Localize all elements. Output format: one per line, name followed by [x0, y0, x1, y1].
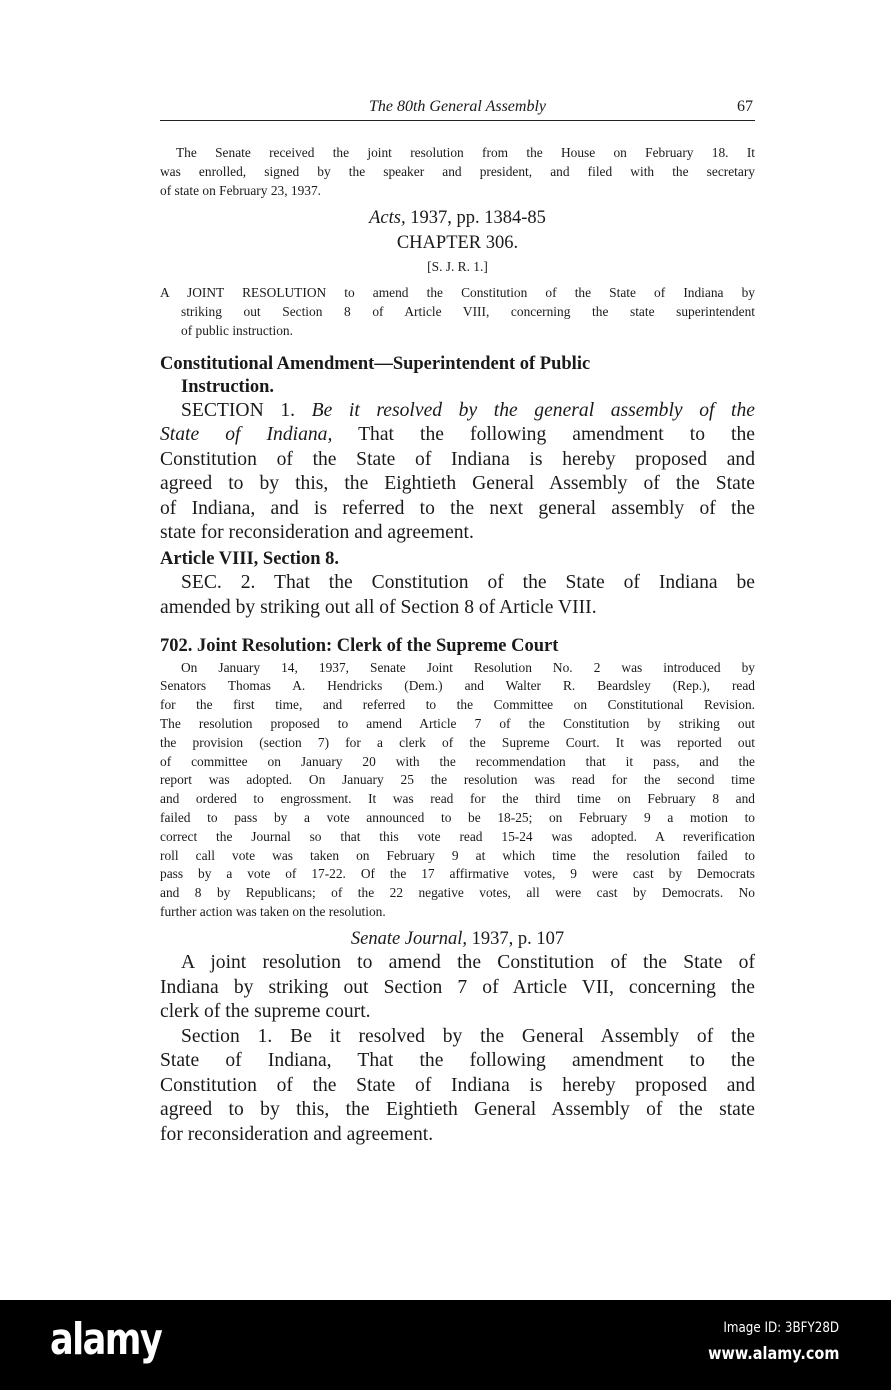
- text-line: for the first time, and referred to the Committee on Constitutional Revision.: [160, 697, 755, 713]
- text-line: On January 14, 1937, Senate Joint Resolution No. 2 was introduced by: [181, 659, 755, 675]
- section-label: SECTION 1.: [181, 399, 312, 421]
- text-line: Instruction.: [181, 376, 275, 397]
- intro-paragraph: [160, 144, 755, 200]
- text-line: amended by striking out all of Section 8 of Article VIII.: [160, 596, 597, 618]
- narrative-paragraph: [160, 659, 755, 922]
- section-heading-amendment: [160, 353, 755, 399]
- text-line: SEC. 2. That the Constitution of the State of Indiana be: [181, 572, 755, 594]
- chapter-heading: CHAPTER 306.: [396, 232, 519, 253]
- text-line: The resolution proposed to amend Article 7 of the Constitution by striking out: [160, 715, 755, 731]
- text-line: clerk of the supreme court.: [160, 1001, 371, 1023]
- watermark-bar: [0, 1300, 891, 1390]
- section-heading-article: Article VIII, Section 8.: [160, 548, 339, 569]
- enacting-clause: Be it resolved by the general assembly of the: [311, 399, 755, 421]
- watermark-url: www.alamy.com: [707, 1344, 839, 1364]
- section-2: [160, 571, 755, 620]
- text-line: of state on February 23, 1937.: [160, 182, 322, 198]
- acts-citation: [160, 206, 755, 231]
- text-line: A JOINT RESOLUTION to amend the Constitution of the State of Indiana by: [160, 285, 755, 301]
- text-line: Constitutional Amendment—Superintendent of Public: [160, 353, 591, 374]
- text-line: Senators Thomas A. Hendricks (Dem.) and Walter R. Beardsley (Rep.), read: [160, 678, 755, 694]
- text-line: for reconsideration and agreement.: [160, 1123, 434, 1145]
- resolution-2: [160, 951, 755, 1025]
- text-line: of committee on January 20 with the recommendation that it pass, and the: [160, 753, 755, 769]
- bill-number: [S. J. R. 1.]: [427, 259, 488, 275]
- resolution-title: [160, 284, 755, 340]
- text-line: report was adopted. On January 25 the resolution was read for the second time: [160, 772, 755, 788]
- image-id: Image ID: 3BFY28D: [723, 1320, 839, 1336]
- document-page: [160, 96, 755, 1147]
- text-line: striking out Section 8 of Article VIII, concerning the state superintendent: [181, 303, 755, 319]
- section-text: That the following amendment to the: [332, 424, 755, 446]
- text-line: of Indiana, and is referred to the next general assembly of the: [160, 497, 755, 519]
- acts-pages: 1937, pp. 1384-85: [405, 208, 546, 229]
- page-number: 67: [737, 98, 753, 115]
- section-1b: [160, 1025, 755, 1148]
- text-line: A joint resolution to amend the Constitution of the State of: [181, 952, 755, 974]
- text-line: agreed to by this, the Eightieth General Assembly of the State: [160, 473, 755, 495]
- enacting-clause-cont: State of Indiana,: [160, 424, 333, 446]
- text-line: Constitution of the State of Indiana is hereby proposed and: [160, 448, 755, 470]
- text-line: and ordered to engrossment. It was read for the third time on February 8 and: [160, 791, 755, 807]
- acts-title: Acts,: [369, 208, 406, 229]
- text-line: of public instruction.: [181, 322, 293, 338]
- text-line: was enrolled, signed by the speaker and president, and filed with the secretary: [160, 163, 755, 179]
- text-line: pass by a vote of 17-22. Of the 17 affirmative votes, 9 were cast by Democrats: [160, 866, 755, 882]
- text-line: Section 1. Be it resolved by the General Assembly of the: [181, 1025, 755, 1047]
- text-line: The Senate received the joint resolution from the House on February 18. It: [176, 145, 755, 160]
- text-line: correct the Journal so that this vote read 15-24 was adopted. A reverification: [160, 828, 755, 844]
- running-header: [160, 96, 755, 121]
- text-line: failed to pass by a vote announced to be 18-25; on February 9 a motion to: [160, 809, 755, 825]
- journal-citation: [160, 927, 755, 952]
- journal-page: 1937, p. 107: [467, 928, 565, 949]
- text-line: Constitution of the State of Indiana is hereby proposed and: [160, 1074, 755, 1096]
- text-line: Indiana by striking out Section 7 of Article VII, concerning the: [160, 976, 755, 998]
- text-line: roll call vote was taken on February 9 at which time the resolution failed to: [160, 847, 755, 863]
- text-line: agreed to by this, the Eightieth General Assembly of the state: [160, 1099, 755, 1121]
- section-1: [160, 399, 755, 546]
- running-title: The 80th General Assembly: [368, 98, 546, 115]
- journal-title: Senate Journal,: [350, 928, 467, 949]
- section-1-body: [160, 448, 755, 546]
- text-line: the provision (section 7) for a clerk of the Supreme Court. It was reported out: [160, 734, 755, 750]
- text-line: further action was taken on the resolution.: [160, 903, 386, 919]
- text-line: and 8 by Republicans; of the 22 negative votes, all were cast by Democrats. No: [160, 885, 755, 901]
- section-heading-702: 702. Joint Resolution: Clerk of the Supreme Court: [160, 636, 559, 657]
- text-line: state for reconsideration and agreement.: [160, 522, 474, 544]
- alamy-logo: alamy: [50, 1314, 162, 1365]
- text-line: State of Indiana, That the following amendment to the: [160, 1050, 755, 1072]
